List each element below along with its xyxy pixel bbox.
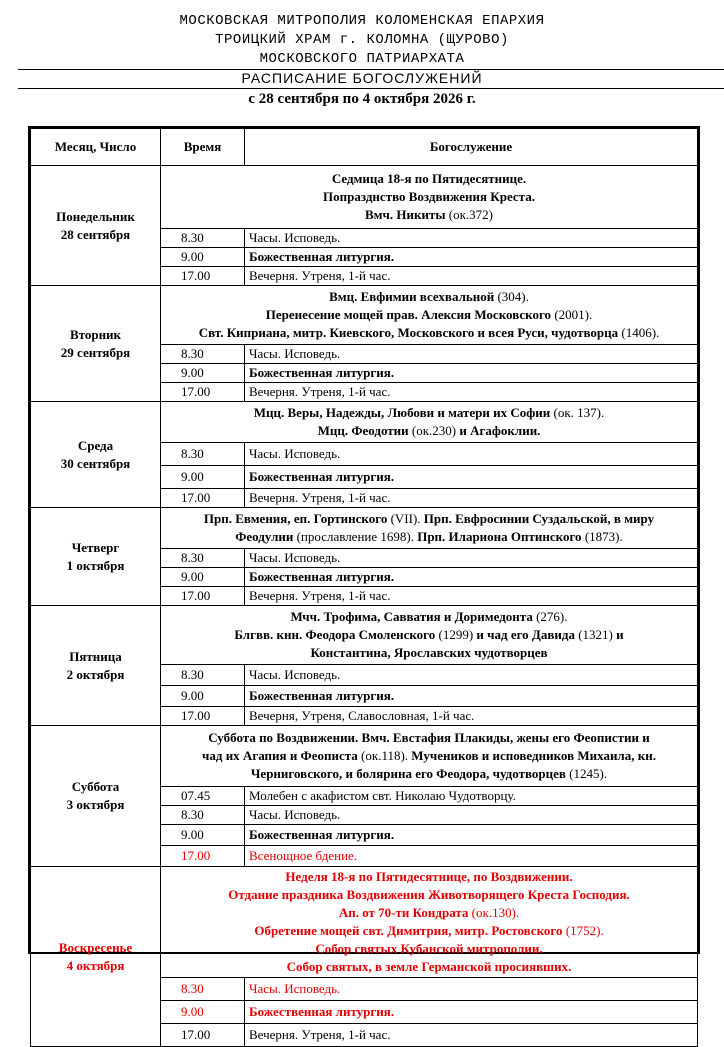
feast-line bbox=[163, 206, 695, 224]
feast-line bbox=[163, 324, 695, 342]
feast-title bbox=[161, 166, 698, 229]
day-title-row bbox=[31, 286, 698, 345]
service-name: Божественная литургия. bbox=[245, 364, 698, 383]
feast-title bbox=[161, 402, 698, 443]
day-cell bbox=[31, 286, 161, 402]
column-header-day: Месяц, Число bbox=[31, 129, 161, 166]
feast-text: Собор святых Кубанской митрополии. bbox=[315, 941, 543, 956]
feast-text: (ок.118). bbox=[357, 748, 412, 763]
service-time: 8.30 bbox=[161, 443, 245, 466]
feast-line bbox=[163, 729, 695, 747]
service-time: 07.45 bbox=[161, 787, 245, 806]
service-name: Часы. Исповедь. bbox=[245, 665, 698, 686]
feast-line bbox=[163, 940, 695, 958]
date-label: 29 сентября bbox=[60, 344, 131, 360]
service-time: 8.30 bbox=[161, 806, 245, 825]
feast-line bbox=[163, 644, 695, 662]
feast-text: Константина, Ярославских чудотворцев bbox=[310, 645, 548, 660]
feast-text: Седмица 18-я по Пятидесятнице. bbox=[331, 171, 527, 186]
column-header-time: Время bbox=[161, 129, 245, 166]
feast-text: Прп. Евфросинии Суздальской, в миру bbox=[423, 511, 655, 526]
service-name: Часы. Исповедь. bbox=[245, 229, 698, 248]
service-name: Вечерня. Утреня, 1-й час. bbox=[245, 1024, 698, 1047]
service-time: 17.00 bbox=[161, 587, 245, 606]
feast-line bbox=[163, 958, 695, 976]
service-name: Божественная литургия. bbox=[245, 825, 698, 846]
feast-line bbox=[163, 904, 695, 922]
feast-text: Ап. от 70-ти Кондрата bbox=[338, 905, 469, 920]
feast-text: Прп. Евмения, еп. Гортинского bbox=[203, 511, 388, 526]
service-name: Часы. Исповедь. bbox=[245, 549, 698, 568]
feast-line bbox=[163, 608, 695, 626]
service-time: 17.00 bbox=[161, 383, 245, 402]
service-time: 17.00 bbox=[161, 846, 245, 867]
feast-text: Попразднство Воздвижения Креста. bbox=[323, 189, 535, 204]
feast-text: (1873). bbox=[581, 529, 623, 544]
service-time: 9.00 bbox=[161, 568, 245, 587]
feast-text: (1299) bbox=[435, 627, 477, 642]
feast-line bbox=[163, 528, 695, 546]
day-title-row bbox=[31, 606, 698, 665]
feast-text: и Агафоклии. bbox=[459, 423, 541, 438]
day-title-row bbox=[31, 726, 698, 787]
feast-text: (1406). bbox=[618, 325, 660, 340]
date-range: с 28 сентября по 4 октября 2026 г. bbox=[248, 91, 476, 107]
feast-text: Прп. Илариона Оптинского bbox=[417, 529, 582, 544]
service-time: 8.30 bbox=[161, 229, 245, 248]
feast-line bbox=[163, 626, 695, 644]
service-name: Вечерня, Утреня, Славословная, 1-й час. bbox=[245, 707, 698, 726]
day-title-row bbox=[31, 402, 698, 443]
day-cell bbox=[31, 867, 161, 1047]
feast-title bbox=[161, 606, 698, 665]
date-label: 4 октября bbox=[66, 957, 125, 973]
weekday-label: Вторник bbox=[69, 326, 122, 342]
date-label: 28 сентября bbox=[60, 226, 131, 242]
feast-line bbox=[163, 422, 695, 440]
day-title-row bbox=[31, 166, 698, 229]
service-time: 17.00 bbox=[161, 1024, 245, 1047]
schedule-body bbox=[31, 166, 698, 1047]
feast-text: (1245). bbox=[565, 766, 608, 781]
feast-text: Обретение мощей свт. Димитрия, митр. Ростовского bbox=[254, 923, 563, 938]
feast-text: (ок.130). bbox=[468, 905, 520, 920]
column-header-service: Богослужение bbox=[245, 129, 698, 166]
day-cell bbox=[31, 402, 161, 508]
feast-line bbox=[163, 404, 695, 422]
day-title-row bbox=[31, 867, 698, 978]
feast-text: Вмц. Евфимии всехвальной bbox=[329, 289, 495, 304]
service-time: 8.30 bbox=[161, 665, 245, 686]
weekday-label: Понедельник bbox=[56, 208, 135, 224]
day-cell bbox=[31, 166, 161, 286]
weekday-label: Пятница bbox=[69, 648, 122, 664]
feast-line bbox=[163, 170, 695, 188]
service-time: 8.30 bbox=[161, 549, 245, 568]
service-name: Часы. Исповедь. bbox=[245, 443, 698, 466]
service-name: Часы. Исповедь. bbox=[245, 345, 698, 364]
feast-title bbox=[161, 286, 698, 345]
feast-line bbox=[163, 510, 695, 528]
feast-text: (ок.230) bbox=[408, 423, 460, 438]
feast-text: (1321) bbox=[574, 627, 617, 642]
service-time: 17.00 bbox=[161, 267, 245, 286]
feast-text: (304). bbox=[494, 289, 529, 304]
feast-title bbox=[161, 867, 698, 978]
day-cell bbox=[31, 606, 161, 726]
service-name: Божественная литургия. bbox=[245, 248, 698, 267]
service-name: Божественная литургия. bbox=[245, 686, 698, 707]
service-time: 8.30 bbox=[161, 345, 245, 364]
feast-title bbox=[161, 726, 698, 787]
feast-text: (VII). bbox=[387, 511, 424, 526]
title-divider bbox=[18, 88, 724, 89]
service-name: Всенощное бдение. bbox=[245, 846, 698, 867]
feast-text: Черниговского, и болярина его Феодора, чудотворцев bbox=[250, 766, 566, 781]
feast-line bbox=[163, 188, 695, 206]
date-label: 1 октября bbox=[66, 557, 125, 573]
service-time: 17.00 bbox=[161, 489, 245, 508]
feast-text: Перенесение мощей прав. Алексия Московского bbox=[265, 307, 552, 322]
service-name: Вечерня. Утреня, 1-й час. bbox=[245, 267, 698, 286]
feast-line bbox=[163, 765, 695, 783]
service-time: 9.00 bbox=[161, 466, 245, 489]
feast-text: и чад его Давида bbox=[476, 627, 575, 642]
feast-text: (2001). bbox=[551, 307, 593, 322]
date-label: 30 сентября bbox=[60, 455, 131, 471]
feast-text: Мчч. Трофима, Савватия и Доримедонта bbox=[290, 609, 533, 624]
feast-text: (276). bbox=[532, 609, 568, 624]
service-name: Часы. Исповедь. bbox=[245, 978, 698, 1001]
day-cell bbox=[31, 508, 161, 606]
feast-text: Суббота по Воздвижении. Вмч. Евстафия Плакиды, жены его Феопистии и bbox=[208, 730, 650, 745]
feast-text: (прославление 1698). bbox=[293, 529, 418, 544]
feast-text: Собор святых, в земле Германской просиявших. bbox=[286, 959, 572, 974]
service-name: Вечерня. Утреня, 1-й час. bbox=[245, 587, 698, 606]
service-name: Вечерня. Утреня, 1-й час. bbox=[245, 383, 698, 402]
feast-text: Вмч. Никиты bbox=[365, 207, 446, 222]
service-name: Божественная литургия. bbox=[245, 466, 698, 489]
service-time: 9.00 bbox=[161, 1001, 245, 1024]
feast-line bbox=[163, 886, 695, 904]
feast-line bbox=[163, 868, 695, 886]
feast-line bbox=[163, 306, 695, 324]
weekday-label: Суббота bbox=[71, 779, 120, 794]
schedule-title: РАСПИСАНИЕ БОГОСЛУЖЕНИЙ bbox=[241, 70, 483, 86]
feast-line bbox=[163, 922, 695, 940]
feast-text: (ок.372) bbox=[445, 207, 493, 222]
feast-text: Блгвв. кнн. Феодора Смоленского bbox=[234, 627, 436, 642]
feast-text: (ок. 137). bbox=[550, 405, 605, 420]
table-header bbox=[31, 129, 698, 166]
feast-text: чад их Агапия и Феописта bbox=[202, 748, 358, 763]
feast-text: Мцц. Феодотии bbox=[317, 423, 409, 438]
weekday-label: Воскресенье bbox=[58, 939, 133, 955]
feast-text: Свт. Киприана, митр. Киевского, Московского и всея Руси, чудотворца bbox=[198, 325, 619, 340]
service-name: Молебен с акафистом свт. Николаю Чудотворцу. bbox=[245, 787, 698, 806]
day-cell bbox=[31, 726, 161, 867]
date-label: 2 октября bbox=[66, 666, 125, 682]
feast-text: Отдание праздника Воздвижения Животворящего Креста Господия. bbox=[228, 887, 630, 902]
feast-title bbox=[161, 508, 698, 549]
service-name: Часы. Исповедь. bbox=[245, 806, 698, 825]
feast-line bbox=[163, 288, 695, 306]
weekday-label: Среда bbox=[77, 437, 114, 453]
service-time: 9.00 bbox=[161, 364, 245, 383]
service-name: Божественная литургия. bbox=[245, 568, 698, 587]
service-time: 9.00 bbox=[161, 686, 245, 707]
date-label: 3 октября bbox=[66, 797, 125, 812]
service-time: 9.00 bbox=[161, 248, 245, 267]
schedule-table bbox=[30, 128, 698, 1047]
weekday-label: Четверг bbox=[71, 539, 120, 555]
service-name: Вечерня. Утреня, 1-й час. bbox=[245, 489, 698, 508]
church-line: ТРОИЦКИЙ ХРАМ г. КОЛОМНА (ЩУРОВО) bbox=[215, 32, 509, 48]
feast-text: Неделя 18-я по Пятидесятнице, по Воздвижении. bbox=[285, 869, 573, 884]
patriarchate-line: МОСКОВСКОГО ПАТРИАРХАТА bbox=[259, 51, 465, 67]
feast-text: и bbox=[616, 627, 624, 642]
day-title-row bbox=[31, 508, 698, 549]
diocese-line: МОСКОВСКАЯ МИТРОПОЛИЯ КОЛОМЕНСКАЯ ЕПАРХИЯ bbox=[179, 13, 545, 29]
service-time: 8.30 bbox=[161, 978, 245, 1001]
service-time: 9.00 bbox=[161, 825, 245, 846]
feast-text: (1752). bbox=[562, 923, 604, 938]
feast-text: Мучеников и исповедников Михаила, кн. bbox=[411, 748, 656, 763]
feast-text: Мцц. Веры, Надежды, Любови и матери их Софии bbox=[253, 405, 551, 420]
service-time: 17.00 bbox=[161, 707, 245, 726]
feast-text: Феодулии bbox=[235, 529, 294, 544]
feast-line bbox=[163, 747, 695, 765]
service-name: Божественная литургия. bbox=[245, 1001, 698, 1024]
